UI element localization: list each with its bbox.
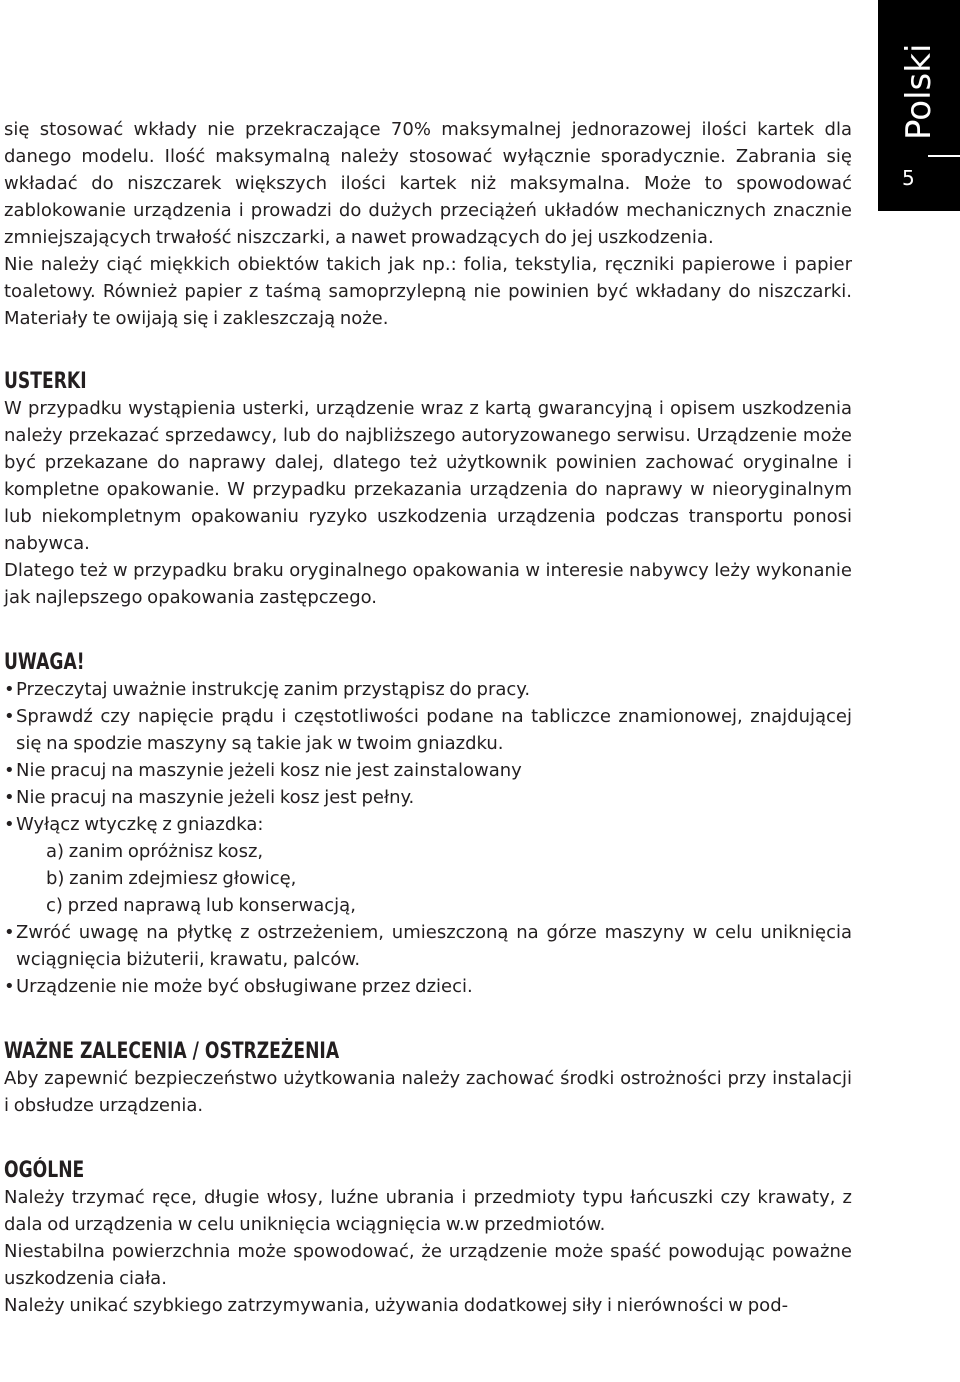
page-number: 5 [902,166,915,190]
list-item: b) zanim zdejmiesz głowicę, [46,868,297,889]
list-item: a) zanim opróżnisz kosz, [46,841,264,862]
unplug-sub-list [16,838,852,919]
language-label: Polski [899,43,939,140]
ogolne-heading: OGÓLNE [4,1158,85,1183]
list-item: • Wyłącz wtyczkę z gniazdka: a) zanim opróżnisz kosz, b) zanim zdejmiesz głowicę, c) przed naprawą lub konserwacją, [4,811,852,919]
list-item: • Sprawdź czy napięcie prądu i częstotliwości podane na tabliczce znamionowej, znajdującej się na spodzie maszyny są takie jak w twoim gniazdku. [4,703,852,757]
ogolne-paragraph-stopping: Należy unikać szybkiego zatrzymywania, używania dodatkowej siły i nierówności w pod- [4,1295,789,1316]
ogolne-paragraph-surface: Niestabilna powierzchnia może spowodować, że urządzenie może spaść powodując poważne uszkodzenia ciała. [4,1241,852,1289]
wazne-section [4,1038,852,1119]
bullet-icon: • [4,760,15,781]
bullet-icon: • [4,679,15,700]
usterki-heading: USTERKI [4,369,87,394]
usterki-paragraph-packaging: Dlatego też w przypadku braku oryginalnego opakowania w interesie nabywcy leży wykonanie jak najlepszego opakowania zastępczego. [4,560,852,608]
wazne-paragraph: Aby zapewnić bezpieczeństwo użytkowania należy zachować środki ostrożności przy instalacji i obsłudze urządzenia. [4,1068,852,1116]
list-item: • Przeczytaj uważnie instrukcję zanim przystąpisz do pracy. [4,676,852,703]
bullet-icon: • [4,976,15,997]
document-body [4,116,852,1319]
intro-section [4,116,852,332]
list-item: • Nie pracuj na maszynie jeżeli kosz jest pełny. [4,784,852,811]
bullet-icon: • [4,787,15,808]
uwaga-heading: UWAGA! [4,650,85,675]
uwaga-section [4,649,852,1000]
side-tab-divider [928,155,960,157]
ogolne-section [4,1157,852,1319]
usterki-section [4,368,852,611]
intro-paragraph-soft-objects: Nie należy ciąć miękkich obiektów takich jak np.: folia, tekstylia, ręczniki papierowe i papier toaletowy. Również papier z taśmą samoprzylepną nie powinien być wkładany do niszczarki. Materiały te owijają się i zakleszczają noże. [4,254,852,329]
language-side-tab [878,0,960,211]
list-item: • Zwróć uwagę na płytkę z ostrzeżeniem, umieszczoną na górze maszyny w celu uniknięcia wciągnięcia biżuterii, krawatu, palców. [4,919,852,973]
intro-paragraph-capacity: się stosować wkłady nie przekraczające 70% maksymalnej jednorazowej ilości kartek dla danego modelu. Ilość maksymalną należy stosować wyłącznie sporadycznie. Zabrania się wkładać do niszczarek większych ilości kartek niż maksymalna. Może to spowodować zablokowanie urządzenia i prowadzi do dużych przeciążeń układów mechanicznych znacznie zmniejszających trwałość niszczarki, a nawet prowadzących do jej uszkodzenia. [4,119,852,248]
bullet-icon: • [4,922,15,943]
usterki-paragraph-service: W przypadku wystąpienia usterki, urządzenie wraz z kartą gwarancyjną i opisem uszkodzenia należy przekazać sprzedawcy, lub do najbliższego autoryzowanego serwisu. Urządzenie może być przekazane do naprawy dalej, dlatego też użytkownik powinien zachować oryginalne i kompletne opakowanie. W przypadku przekazania urządzenia do naprawy w nieoryginalnym lub niekompletnym opakowaniu ryzyko uszkodzenia urządzenia podczas transportu ponosi nabywca. [4,398,852,554]
list-item: • Urządzenie nie może być obsługiwane przez dzieci. [4,973,852,1000]
wazne-heading: WAŻNE ZALECENIA / OSTRZEŻENIA [4,1039,340,1064]
list-item: • Nie pracuj na maszynie jeżeli kosz nie jest zainstalowany [4,757,852,784]
uwaga-bullet-list [4,676,852,1000]
bullet-icon: • [4,814,15,835]
bullet-icon: • [4,706,15,727]
ogolne-paragraph-clothing: Należy trzymać ręce, długie włosy, luźne ubrania i przedmioty typu łańcuszki czy krawaty, z dala od urządzenia w celu uniknięcia wciągnięcia w.w przedmiotów. [4,1187,852,1235]
list-item: c) przed naprawą lub konserwacją, [46,895,356,916]
